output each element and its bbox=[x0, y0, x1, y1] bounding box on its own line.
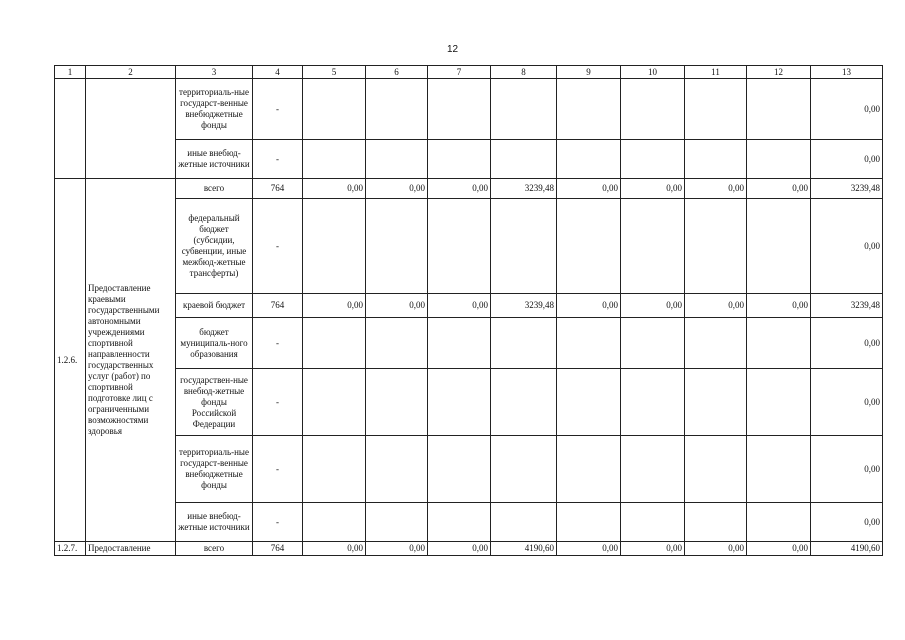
value-cell bbox=[491, 199, 557, 294]
table-row bbox=[55, 79, 883, 140]
value-cell bbox=[557, 369, 621, 436]
item-name: Предоставление bbox=[86, 542, 176, 556]
value-cell bbox=[366, 140, 428, 179]
grbs-code: - bbox=[253, 199, 303, 294]
item-name: Предоставление краевыми государственными автономными учреждениями спортивной направленности государственных услуг (работ) по спортивной подготовке лиц с ограниченными возможностями здоровья bbox=[86, 179, 176, 542]
item-number: 1.2.6. bbox=[55, 179, 86, 542]
grbs-code: - bbox=[253, 436, 303, 503]
value-cell bbox=[491, 318, 557, 369]
value-cell bbox=[303, 503, 366, 542]
funding-source: государствен-ные внебюд-жетные фонды Российской Федерации bbox=[176, 369, 253, 436]
column-header: 2 bbox=[86, 66, 176, 79]
value-cell: 0,00 bbox=[428, 542, 491, 556]
value-cell bbox=[685, 79, 747, 140]
value-cell: 0,00 bbox=[685, 179, 747, 199]
item-number: 1.2.7. bbox=[55, 542, 86, 556]
value-cell bbox=[303, 436, 366, 503]
funding-source: иные внебюд-жетные источники bbox=[176, 140, 253, 179]
value-cell bbox=[428, 140, 491, 179]
value-cell bbox=[747, 436, 811, 503]
value-cell bbox=[303, 199, 366, 294]
total-cell: 0,00 bbox=[811, 503, 883, 542]
funding-source: территориаль-ные государст-венные внебюджетные фонды bbox=[176, 79, 253, 140]
value-cell bbox=[428, 369, 491, 436]
funding-source: всего bbox=[176, 542, 253, 556]
funding-source: федеральный бюджет (субсидии, субвенции, иные межбюд-жетные трансферты) bbox=[176, 199, 253, 294]
column-header: 7 bbox=[428, 66, 491, 79]
value-cell: 0,00 bbox=[621, 294, 685, 318]
item-name bbox=[86, 79, 176, 179]
grbs-code: - bbox=[253, 503, 303, 542]
table-row bbox=[55, 369, 883, 436]
value-cell bbox=[621, 436, 685, 503]
column-header: 5 bbox=[303, 66, 366, 79]
value-cell: 0,00 bbox=[557, 542, 621, 556]
value-cell bbox=[747, 140, 811, 179]
column-header: 12 bbox=[747, 66, 811, 79]
funding-source: всего bbox=[176, 179, 253, 199]
value-cell bbox=[557, 503, 621, 542]
value-cell bbox=[303, 79, 366, 140]
grbs-code: 764 bbox=[253, 179, 303, 199]
value-cell: 0,00 bbox=[366, 294, 428, 318]
value-cell bbox=[491, 79, 557, 140]
grbs-code: - bbox=[253, 369, 303, 436]
table-row bbox=[55, 503, 883, 542]
value-cell bbox=[747, 199, 811, 294]
total-cell: 0,00 bbox=[811, 436, 883, 503]
total-cell: 0,00 bbox=[811, 199, 883, 294]
value-cell bbox=[685, 436, 747, 503]
budget-table bbox=[54, 65, 883, 556]
value-cell bbox=[491, 436, 557, 503]
funding-source: бюджет муниципаль-ного образования bbox=[176, 318, 253, 369]
total-cell: 0,00 bbox=[811, 140, 883, 179]
value-cell bbox=[685, 199, 747, 294]
value-cell bbox=[303, 369, 366, 436]
value-cell bbox=[685, 503, 747, 542]
value-cell: 0,00 bbox=[366, 542, 428, 556]
total-cell: 3239,48 bbox=[811, 294, 883, 318]
value-cell bbox=[428, 318, 491, 369]
value-cell: 0,00 bbox=[685, 542, 747, 556]
total-cell: 0,00 bbox=[811, 79, 883, 140]
value-cell bbox=[428, 79, 491, 140]
value-cell: 0,00 bbox=[428, 179, 491, 199]
value-cell bbox=[366, 199, 428, 294]
value-cell: 0,00 bbox=[621, 179, 685, 199]
value-cell bbox=[366, 79, 428, 140]
value-cell: 0,00 bbox=[366, 179, 428, 199]
grbs-code: 764 bbox=[253, 542, 303, 556]
table-row bbox=[55, 436, 883, 503]
value-cell bbox=[303, 140, 366, 179]
value-cell: 0,00 bbox=[557, 294, 621, 318]
item-number bbox=[55, 79, 86, 179]
grbs-code: - bbox=[253, 79, 303, 140]
value-cell bbox=[366, 318, 428, 369]
grbs-code: 764 bbox=[253, 294, 303, 318]
table-row bbox=[55, 199, 883, 294]
table-row bbox=[55, 542, 883, 556]
table-row bbox=[55, 294, 883, 318]
value-cell bbox=[557, 436, 621, 503]
value-cell bbox=[428, 199, 491, 294]
column-header: 9 bbox=[557, 66, 621, 79]
value-cell bbox=[491, 503, 557, 542]
value-cell: 0,00 bbox=[747, 542, 811, 556]
column-header: 3 bbox=[176, 66, 253, 79]
funding-source: краевой бюджет bbox=[176, 294, 253, 318]
value-cell: 0,00 bbox=[747, 294, 811, 318]
total-cell: 0,00 bbox=[811, 369, 883, 436]
value-cell bbox=[491, 369, 557, 436]
grbs-code: - bbox=[253, 318, 303, 369]
value-cell bbox=[685, 318, 747, 369]
column-header: 6 bbox=[366, 66, 428, 79]
value-cell bbox=[366, 369, 428, 436]
value-cell: 0,00 bbox=[303, 179, 366, 199]
funding-source: иные внебюд-жетные источники bbox=[176, 503, 253, 542]
column-header: 4 bbox=[253, 66, 303, 79]
value-cell: 0,00 bbox=[303, 542, 366, 556]
table-row bbox=[55, 140, 883, 179]
column-header: 1 bbox=[55, 66, 86, 79]
value-cell bbox=[428, 503, 491, 542]
column-header: 13 bbox=[811, 66, 883, 79]
total-cell: 0,00 bbox=[811, 318, 883, 369]
page-number: 12 bbox=[446, 44, 459, 55]
value-cell bbox=[685, 140, 747, 179]
value-cell bbox=[621, 369, 685, 436]
column-header: 11 bbox=[685, 66, 747, 79]
value-cell bbox=[557, 318, 621, 369]
value-cell bbox=[428, 436, 491, 503]
value-cell: 0,00 bbox=[428, 294, 491, 318]
value-cell: 3239,48 bbox=[491, 294, 557, 318]
value-cell bbox=[747, 79, 811, 140]
value-cell bbox=[621, 318, 685, 369]
column-header: 10 bbox=[621, 66, 685, 79]
value-cell bbox=[366, 436, 428, 503]
table-row bbox=[55, 318, 883, 369]
value-cell bbox=[557, 199, 621, 294]
value-cell: 0,00 bbox=[685, 294, 747, 318]
value-cell bbox=[747, 318, 811, 369]
table-row bbox=[55, 179, 883, 199]
funding-source: территориаль-ные государст-венные внебюджетные фонды bbox=[176, 436, 253, 503]
value-cell: 0,00 bbox=[557, 179, 621, 199]
value-cell: 4190,60 bbox=[491, 542, 557, 556]
value-cell bbox=[366, 503, 428, 542]
value-cell bbox=[621, 199, 685, 294]
header-row bbox=[55, 66, 883, 79]
grbs-code: - bbox=[253, 140, 303, 179]
value-cell bbox=[621, 140, 685, 179]
column-header: 8 bbox=[491, 66, 557, 79]
total-cell: 3239,48 bbox=[811, 179, 883, 199]
total-cell: 4190,60 bbox=[811, 542, 883, 556]
value-cell bbox=[491, 140, 557, 179]
value-cell: 0,00 bbox=[621, 542, 685, 556]
value-cell bbox=[621, 503, 685, 542]
value-cell: 0,00 bbox=[303, 294, 366, 318]
value-cell: 0,00 bbox=[747, 179, 811, 199]
value-cell bbox=[685, 369, 747, 436]
value-cell bbox=[747, 503, 811, 542]
value-cell bbox=[557, 79, 621, 140]
value-cell bbox=[747, 369, 811, 436]
value-cell bbox=[303, 318, 366, 369]
value-cell bbox=[557, 140, 621, 179]
value-cell: 3239,48 bbox=[491, 179, 557, 199]
value-cell bbox=[621, 79, 685, 140]
